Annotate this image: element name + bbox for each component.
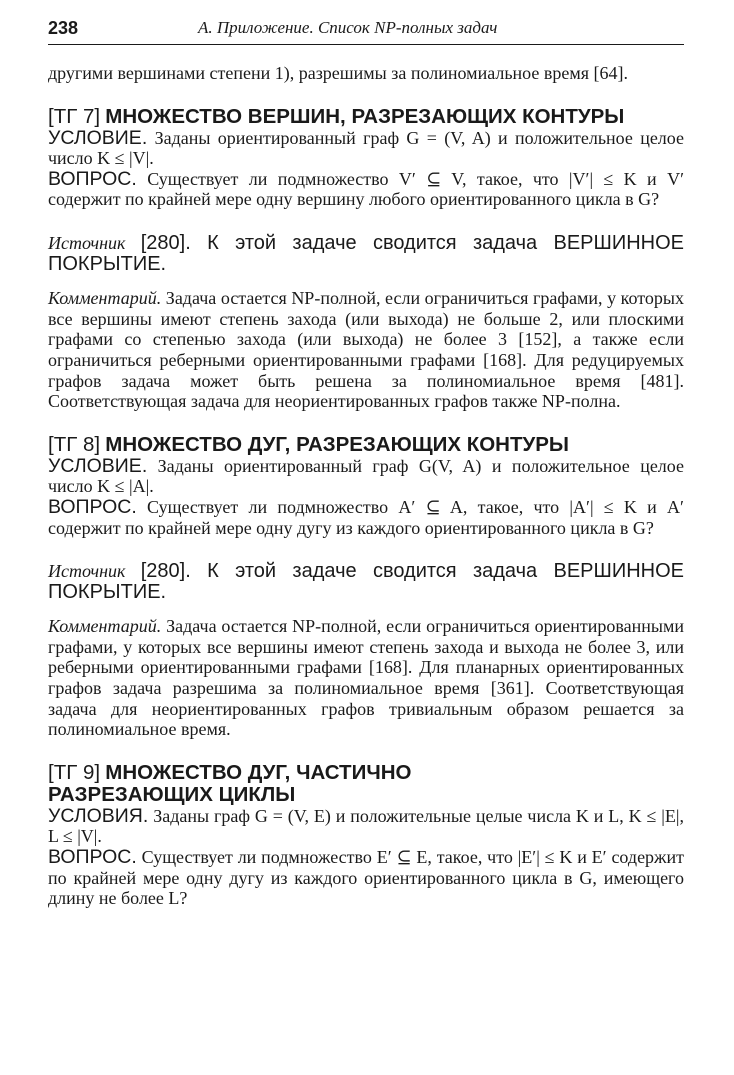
problem-title: МНОЖЕСТВО ВЕРШИН, РАЗРЕЗАЮЩИХ КОНТУРЫ bbox=[105, 104, 625, 128]
condition-text: Заданы ориентированный граф G = (V, A) и положительное целое число K ≤ |V|. bbox=[48, 127, 685, 169]
problem-title: МНОЖЕСТВО ДУГ, ЧАСТИЧНО РАЗРЕЗАЮЩИХ ЦИКЛЫ bbox=[48, 760, 412, 806]
problem-comment bbox=[48, 616, 684, 740]
question-label: ВОПРОС. bbox=[48, 167, 137, 190]
problem-question bbox=[48, 847, 684, 909]
problem-source bbox=[48, 233, 684, 274]
problem-title: МНОЖЕСТВО ДУГ, РАЗРЕЗАЮЩИХ КОНТУРЫ bbox=[105, 432, 569, 456]
condition-label: УСЛОВИЕ. bbox=[48, 126, 148, 149]
source-label: Источник bbox=[48, 232, 126, 253]
condition-text: Заданы граф G = (V, E) и положительные целые числа K и L, K ≤ |E|, L ≤ |V|. bbox=[48, 805, 685, 847]
problem-heading bbox=[48, 106, 684, 128]
comment-label: Комментарий. bbox=[48, 616, 162, 637]
source-label: Источник bbox=[48, 561, 126, 582]
comment-text: Задача остается NP-полной, если ограничиться ориентированными графами, у которых все вершины имеют степень захода и выхода не более 3, или реберными ориентированными графами [168]. Для планарных ориентированных графов задача разрешима за полиномиальное время [361]. Соответствующая задача для неориентированных графов тривиальным образом решается за полиномиальное время. bbox=[48, 616, 685, 740]
problem-heading bbox=[48, 434, 684, 456]
problem-condition bbox=[48, 806, 684, 847]
problem-id: [ТГ 7] bbox=[48, 104, 101, 128]
problem-condition bbox=[48, 456, 684, 497]
condition-label: УСЛОВИЯ. bbox=[48, 804, 149, 827]
page bbox=[48, 14, 684, 909]
page-number: 238 bbox=[48, 18, 79, 38]
question-text: Существует ли подмножество E′ ⊆ E, такое, что |E′| ≤ K и E′ содержит по крайней мере одну дугу из каждого ориентированного цикла в G, имеющего длину не более L? bbox=[48, 847, 684, 909]
question-label: ВОПРОС. bbox=[48, 846, 137, 869]
problem-condition bbox=[48, 128, 684, 169]
comment-text: Задача остается NP-полной, если ограничиться графами, у которых все вершины имеют степень захода (или выхода) не больше 2, или плоскими графами со степенью захода (или выхода) не более 3 [152], а также если ограничиться реберными ориентированными графами [168]. Для редуцируемых графов задача может быть решена за полиномиальное время [481]. Соответствующая задача для неориентированных графов также NP-полна. bbox=[48, 288, 684, 412]
problem-question bbox=[48, 497, 684, 538]
problem-tg9 bbox=[48, 762, 684, 909]
source-text: [280]. К этой задаче сводится задача ВЕРШИННОЕ ПОКРЫТИЕ. bbox=[48, 560, 685, 603]
problem-id: [ТГ 9] bbox=[48, 760, 101, 784]
comment-label: Комментарий. bbox=[48, 288, 162, 309]
question-text: Существует ли подмножество V′ ⊆ V, такое, что |V′| ≤ K и V′ содержит по крайней мере одну вершину любого ориентированного цикла в G? bbox=[48, 168, 685, 210]
condition-label: УСЛОВИЕ. bbox=[48, 454, 148, 477]
page-header bbox=[48, 14, 684, 45]
problem-question bbox=[48, 169, 684, 210]
condition-text: Заданы ориентированный граф G(V, A) и положительное целое число K ≤ |A|. bbox=[48, 455, 685, 497]
problem-tg8 bbox=[48, 434, 684, 740]
running-title: А. Приложение. Список NP-полных задач bbox=[198, 18, 498, 37]
problem-heading bbox=[48, 762, 508, 806]
problem-comment bbox=[48, 288, 684, 412]
question-label: ВОПРОС. bbox=[48, 495, 137, 518]
problem-id: [ТГ 8] bbox=[48, 432, 101, 456]
problem-tg7 bbox=[48, 106, 684, 412]
question-text: Существует ли подмножество A′ ⊆ A, такое, что |A′| ≤ K и A′ содержит по крайней мере одну дугу из каждого ориентированного цикла в G? bbox=[48, 496, 684, 538]
continuation-text: другими вершинами степени 1), разрешимы за полиномиальное время [64]. bbox=[48, 63, 629, 83]
problem-source bbox=[48, 561, 684, 602]
source-text: [280]. К этой задаче сводится задача ВЕРШИННОЕ ПОКРЫТИЕ. bbox=[48, 231, 685, 275]
